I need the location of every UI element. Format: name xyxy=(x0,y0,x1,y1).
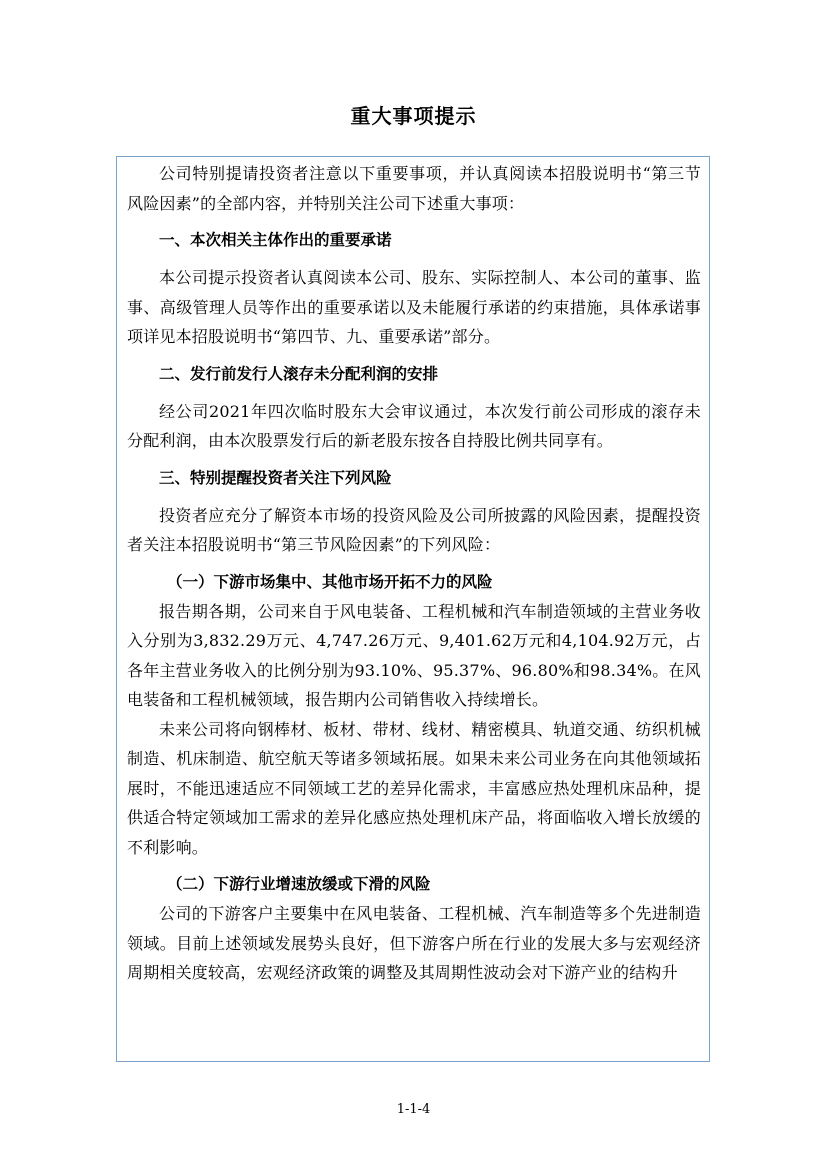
important-notice-box xyxy=(116,156,710,1062)
section-heading-3: 三、特别提醒投资者关注下列风险 xyxy=(159,468,392,487)
section-3-paragraph: 投资者应充分了解资本市场的投资风险及公司所披露的风险因素，提醒投资者关注本招股说明书“第三节风险因素”的下列风险： xyxy=(127,505,701,554)
page-title: 重大事项提示 xyxy=(350,104,477,128)
subsection-1-paragraph-1: 报告期各期，公司来自于风电装备、工程机械和汽车制造领域的主营业务收入分别为3,832.29万元、4,747.26万元、9,401.62万元和4,104.92万元，占各年主营业务收入的比例分别为93.10%、95.37%、96.80%和98.34%。在风电装备和工程机械领域，报告期内公司销售收入持续增长。 xyxy=(127,601,701,709)
intro-paragraph: 公司特别提请投资者注意以下重要事项，并认真阅读本招股说明书“第三节风险因素”的全部内容，并特别关注公司下述重大事项： xyxy=(127,164,701,213)
section-heading-1: 一、本次相关主体作出的重要承诺 xyxy=(159,231,392,249)
notice-content xyxy=(127,157,701,988)
subsection-heading-1: （一）下游市场集中、其他市场开拓不力的风险 xyxy=(167,572,493,591)
section-heading-2: 二、发行前发行人滚存未分配利润的安排 xyxy=(159,364,439,383)
subsection-1-paragraph-2: 未来公司将向钢棒材、板材、带材、线材、精密模具、轨道交通、纺织机械制造、机床制造、航空航天等诸多领域拓展。如果未来公司业务在向其他领域拓展时，不能迅速适应不同领域工艺的差异化需求，丰富感应热处理机床品种，提供适合特定领域加工需求的差异化感应热处理机床产品，将面临收入增长放缓的不利影响。 xyxy=(127,719,701,857)
section-2-paragraph: 经公司2021年四次临时股东大会审议通过，本次发行前公司形成的滚存未分配利润，由本次股票发行后的新老股东按各自持股比例共同享有。 xyxy=(127,401,701,450)
section-1-paragraph: 本公司提示投资者认真阅读本公司、股东、实际控制人、本公司的董事、监事、高级管理人员等作出的重要承诺以及未能履行承诺的约束措施，具体承诺事项详见本招股说明书“第四节、九、重要承诺”部分。 xyxy=(127,268,701,346)
subsection-2-paragraph-1: 公司的下游客户主要集中在风电装备、工程机械、汽车制造等多个先进制造领域。目前上述领域发展势头良好，但下游客户所在行业的发展大多与宏观经济周期相关度较高，宏观经济政策的调整及其周期性波动会对下游产业的结构升 xyxy=(127,904,701,982)
subsection-heading-2: （二）下游行业增速放缓或下滑的风险 xyxy=(167,875,431,893)
page-number: 1-1-4 xyxy=(396,1102,431,1117)
